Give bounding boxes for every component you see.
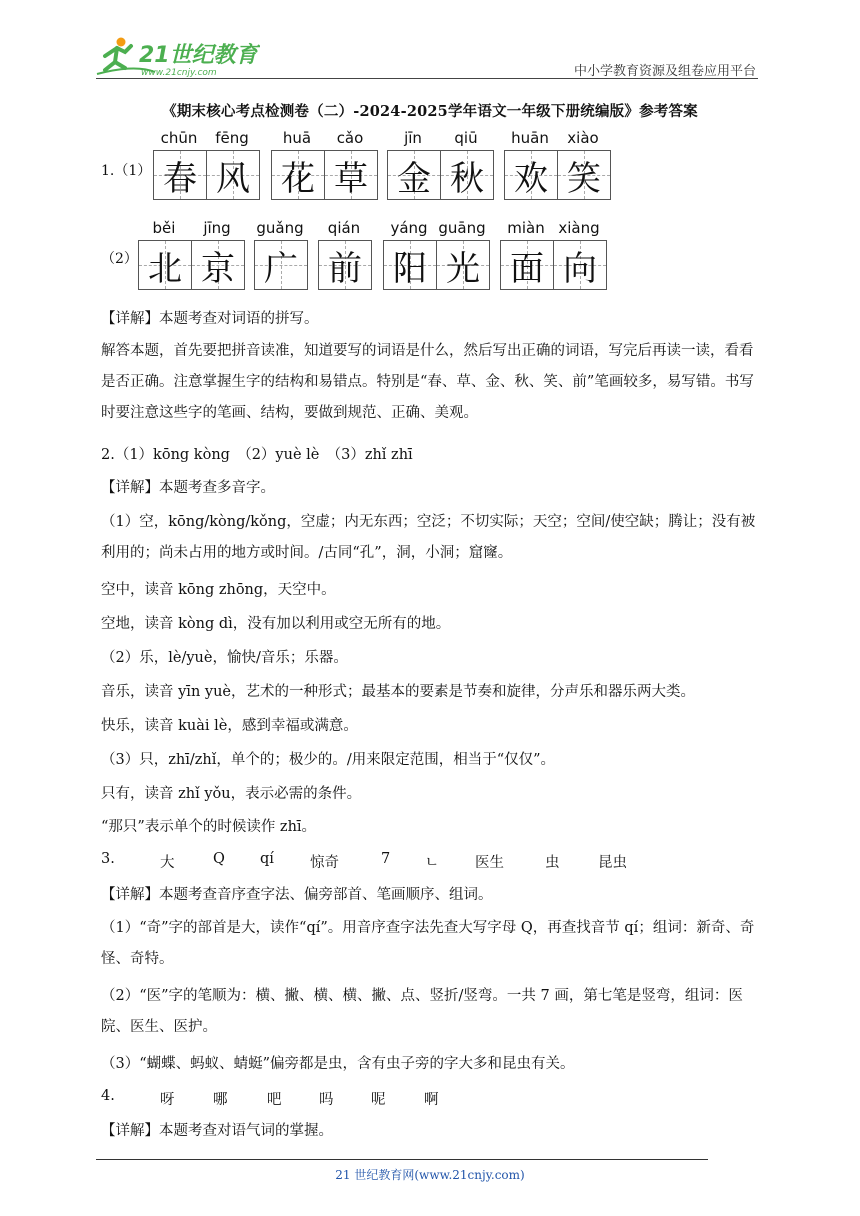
q4-detail: 【详解】本题考查对语气词的掌握。 — [101, 1123, 333, 1139]
tianzige-grid — [138, 240, 245, 290]
answer-char-cell: 金 — [388, 151, 440, 199]
question-number: 3. — [101, 851, 115, 867]
page-title: 《期末核心考点检测卷（二）-2024-2025学年语文一年级下册统编版》参考答案 — [162, 103, 698, 120]
q2-paragraph: 空中，读音 kōng zhōng，天空中。 — [101, 582, 336, 598]
answer-item: 呢 — [371, 1092, 386, 1108]
answer-char-cell: 秋 — [440, 151, 493, 199]
footer-link[interactable]: 21 世纪教育网(www.21cnjy.com) — [335, 1168, 525, 1182]
answer-char-cell: 风 — [206, 151, 259, 199]
answer-item: 昆虫 — [598, 855, 627, 871]
q2-paragraph: 音乐，读音 yīn yuè，艺术的一种形式；最基本的要素是节奏和旋律，分声乐和器乐两大类。 — [101, 684, 695, 700]
q3-detail: 【详解】本题考查音序查字法、偏旁部首、笔画顺序、组词。 — [101, 887, 493, 903]
q3-paragraph: （1）“奇”字的部首是大，读作“qí”。用音序查字法先查大写字母 Q，再查找音节 qí；组词：新奇、奇怪、奇特。 — [101, 920, 755, 967]
answer-item: 7 — [381, 851, 391, 867]
answer-char-cell: 前 — [319, 241, 371, 289]
pinyin: yáng — [390, 219, 428, 237]
answer-item: 吧 — [267, 1092, 282, 1108]
answer-item: 啊 — [424, 1092, 439, 1108]
pinyin: jīn — [404, 129, 422, 147]
q3-paragraph: （3）“蝴蝶、蚂蚁、蜻蜓”偏旁都是虫，含有虫子旁的字大多和昆虫有关。 — [101, 1056, 575, 1072]
pinyin: chūn — [160, 129, 198, 147]
q4-answer-row — [0, 1088, 860, 1110]
logo-url: www.21cnjy.com — [141, 68, 217, 78]
q3-answer-row — [0, 851, 860, 873]
site-logo — [95, 34, 260, 78]
answer-char-cell: 笑 — [557, 151, 610, 199]
answer-char-cell: 欢 — [505, 151, 557, 199]
pinyin: qiū — [454, 129, 478, 147]
pinyin: xiàng — [558, 219, 600, 237]
answer-char-cell: 北 — [139, 241, 191, 289]
q1-explanation: 解答本题，首先要把拼音读准，知道要写的词语是什么，然后写出正确的词语，写完后再读一读，看看是否正确。注意掌握生字的结构和易错点。特别是“春、草、金、秋、笑、前”笔画较多，易写错。书写时要注意这些字的笔画、结构，要做到规范、正确、美观。 — [101, 343, 754, 421]
tianzige-grid — [271, 150, 378, 200]
tianzige-grid — [254, 240, 308, 290]
pinyin: běi — [152, 219, 176, 237]
header-divider — [96, 78, 758, 79]
answer-item: 吗 — [319, 1092, 334, 1108]
q2-detail: 【详解】本题考查多音字。 — [101, 480, 275, 496]
pinyin: qián — [327, 219, 361, 237]
answer-char-cell: 广 — [255, 241, 307, 289]
tianzige-grid — [153, 150, 260, 200]
answer-char-cell: 草 — [324, 151, 377, 199]
pinyin: miàn — [507, 219, 545, 237]
pinyin: huā — [282, 129, 312, 147]
answer-item: 惊奇 — [310, 855, 339, 871]
q2-answer: 2.（1）kōng kòng （2）yuè lè （3）zhǐ zhī — [101, 447, 413, 463]
pinyin: guǎng — [256, 219, 304, 237]
footer-divider — [96, 1159, 708, 1160]
q2-paragraph: 快乐，读音 kuài lè，感到幸福或满意。 — [101, 718, 358, 734]
answer-item: 虫 — [545, 855, 560, 871]
tianzige-grid — [318, 240, 372, 290]
header-platform-text: 中小学教育资源及组卷应用平台 — [573, 64, 756, 79]
q2-paragraph: 空地，读音 kòng dì，没有加以利用或空无所有的地。 — [101, 616, 451, 632]
q1-label: 1.（1） — [101, 163, 152, 179]
answer-char-cell: 光 — [436, 241, 489, 289]
pinyin: xiào — [567, 129, 599, 147]
q2-paragraph: 只有，读音 zhǐ yǒu，表示必需的条件。 — [101, 786, 362, 802]
tianzige-grid — [504, 150, 611, 200]
answer-char-cell: 向 — [553, 241, 606, 289]
answer-item: 大 — [160, 855, 175, 871]
pinyin: cǎo — [336, 129, 364, 147]
answer-item: Q — [213, 851, 225, 867]
q1-label-2: （2） — [101, 251, 138, 267]
pinyin: guāng — [438, 219, 486, 237]
answer-char-cell: 面 — [501, 241, 553, 289]
pinyin: jīng — [203, 219, 231, 237]
question-number: 4. — [101, 1088, 115, 1104]
answer-item: qí — [260, 851, 274, 867]
answer-char-cell: 春 — [154, 151, 206, 199]
q3-paragraph: （2）“医”字的笔顺为：横、撇、横、横、撇、点、竖折/竖弯。一共 7 画，第七笔是竖弯，组词：医院、医生、医护。 — [101, 988, 743, 1035]
answer-item: 呀 — [160, 1092, 175, 1108]
q1-detail: 【详解】本题考查对词语的拼写。 — [101, 311, 319, 327]
answer-char-cell: 花 — [272, 151, 324, 199]
answer-char-cell: 阳 — [384, 241, 436, 289]
answer-char-cell: 京 — [191, 241, 244, 289]
q2-paragraph: （1）空，kōng/kòng/kǒng，空虚；内无东西；空泛；不切实际；天空；空间/使空缺；腾让；没有被利用的；尚未占用的地方或时间。/古同“孔”，洞，小洞；窟窿。 — [101, 514, 756, 561]
answer-item: ㄴ — [425, 855, 440, 871]
pinyin: fēng — [215, 129, 249, 147]
q2-paragraph: （2）乐，lè/yuè，愉快/音乐；乐器。 — [101, 650, 348, 666]
pinyin: huān — [511, 129, 549, 147]
q2-paragraph: “那只”表示单个的时候读作 zhī。 — [101, 819, 317, 835]
tianzige-grid — [387, 150, 494, 200]
tianzige-grid — [500, 240, 607, 290]
answer-item: 医生 — [475, 855, 504, 871]
tianzige-grid — [383, 240, 490, 290]
logo-text: 21世纪教育 — [139, 43, 258, 68]
q2-paragraph: （3）只，zhī/zhǐ，单个的；极少的。/用来限定范围，相当于“仅仅”。 — [101, 752, 556, 768]
answer-item: 哪 — [213, 1092, 228, 1108]
